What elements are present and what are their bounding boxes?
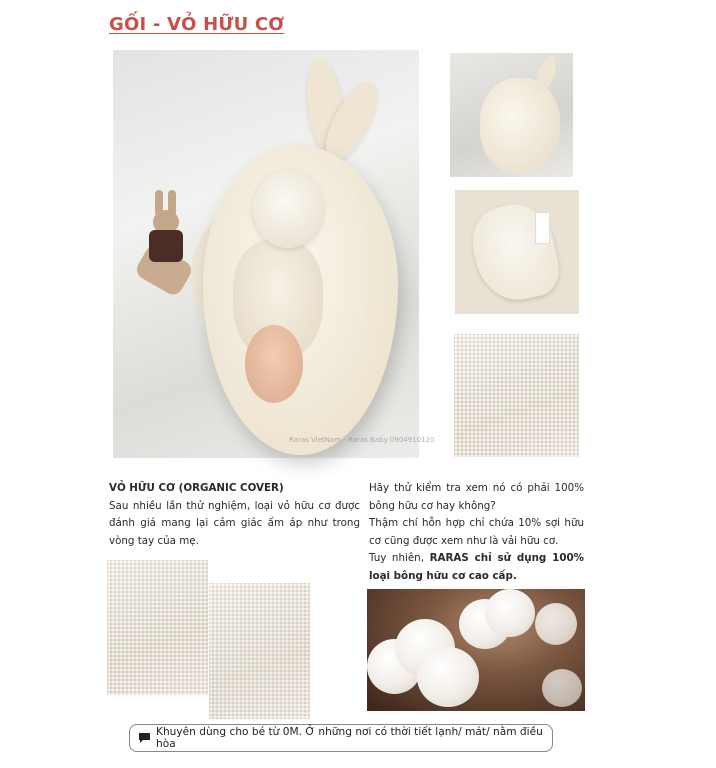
page-title: GỐI - VỎ HỮU CƠ — [109, 14, 285, 35]
highlight-text: RARAS chỉ sử dụng 100% loại bông hữu cơ cao cấp. — [369, 552, 584, 582]
plush-bunny-toy — [135, 190, 195, 290]
section-body: Sau nhiều lần thử nghiệm, loại vỏ hữu cơ được đánh giá mang lại cảm giác ấm áp như trong vòng tay của mẹ. — [109, 499, 360, 547]
recommendation-note — [129, 724, 553, 752]
photo-watermark: Raras VietNam - Raras Baby 0904910120 — [289, 436, 435, 444]
baby-leg — [245, 325, 303, 403]
speech-bubble-icon — [138, 732, 151, 744]
cotton-plant-photo — [367, 589, 585, 711]
fabric-closeup-photo-2 — [209, 583, 310, 719]
baby-sleeping-photo — [450, 53, 573, 177]
fabric-texture-photo — [454, 334, 579, 457]
organic-cover-description — [109, 480, 360, 550]
organic-check-description — [369, 480, 584, 585]
section-heading: VỎ HỮU CƠ (ORGANIC COVER) — [109, 482, 284, 494]
baby-on-pillow-photo — [113, 50, 435, 458]
baby-hood — [253, 170, 323, 248]
fabric-closeup-photo-1 — [107, 560, 208, 695]
paragraph-1: Hãy thử kiểm tra xem nó có phải 100% bông hữu cơ hay không? — [369, 482, 584, 512]
paragraph-3: Tuy nhiên, RARAS chỉ sử dụng 100% loại bông hữu cơ cao cấp. — [369, 552, 584, 582]
note-text: Khuyên dùng cho bé từ 0M. Ở những nơi có thời tiết lạnh/ mát/ nằm điều hòa — [156, 726, 543, 750]
paragraph-2: Thậm chí hỗn hợp chỉ chứa 10% sợi hữu cơ cũng được xem như là vải hữu cơ. — [369, 517, 584, 547]
pillow-cover-photo — [455, 190, 579, 314]
